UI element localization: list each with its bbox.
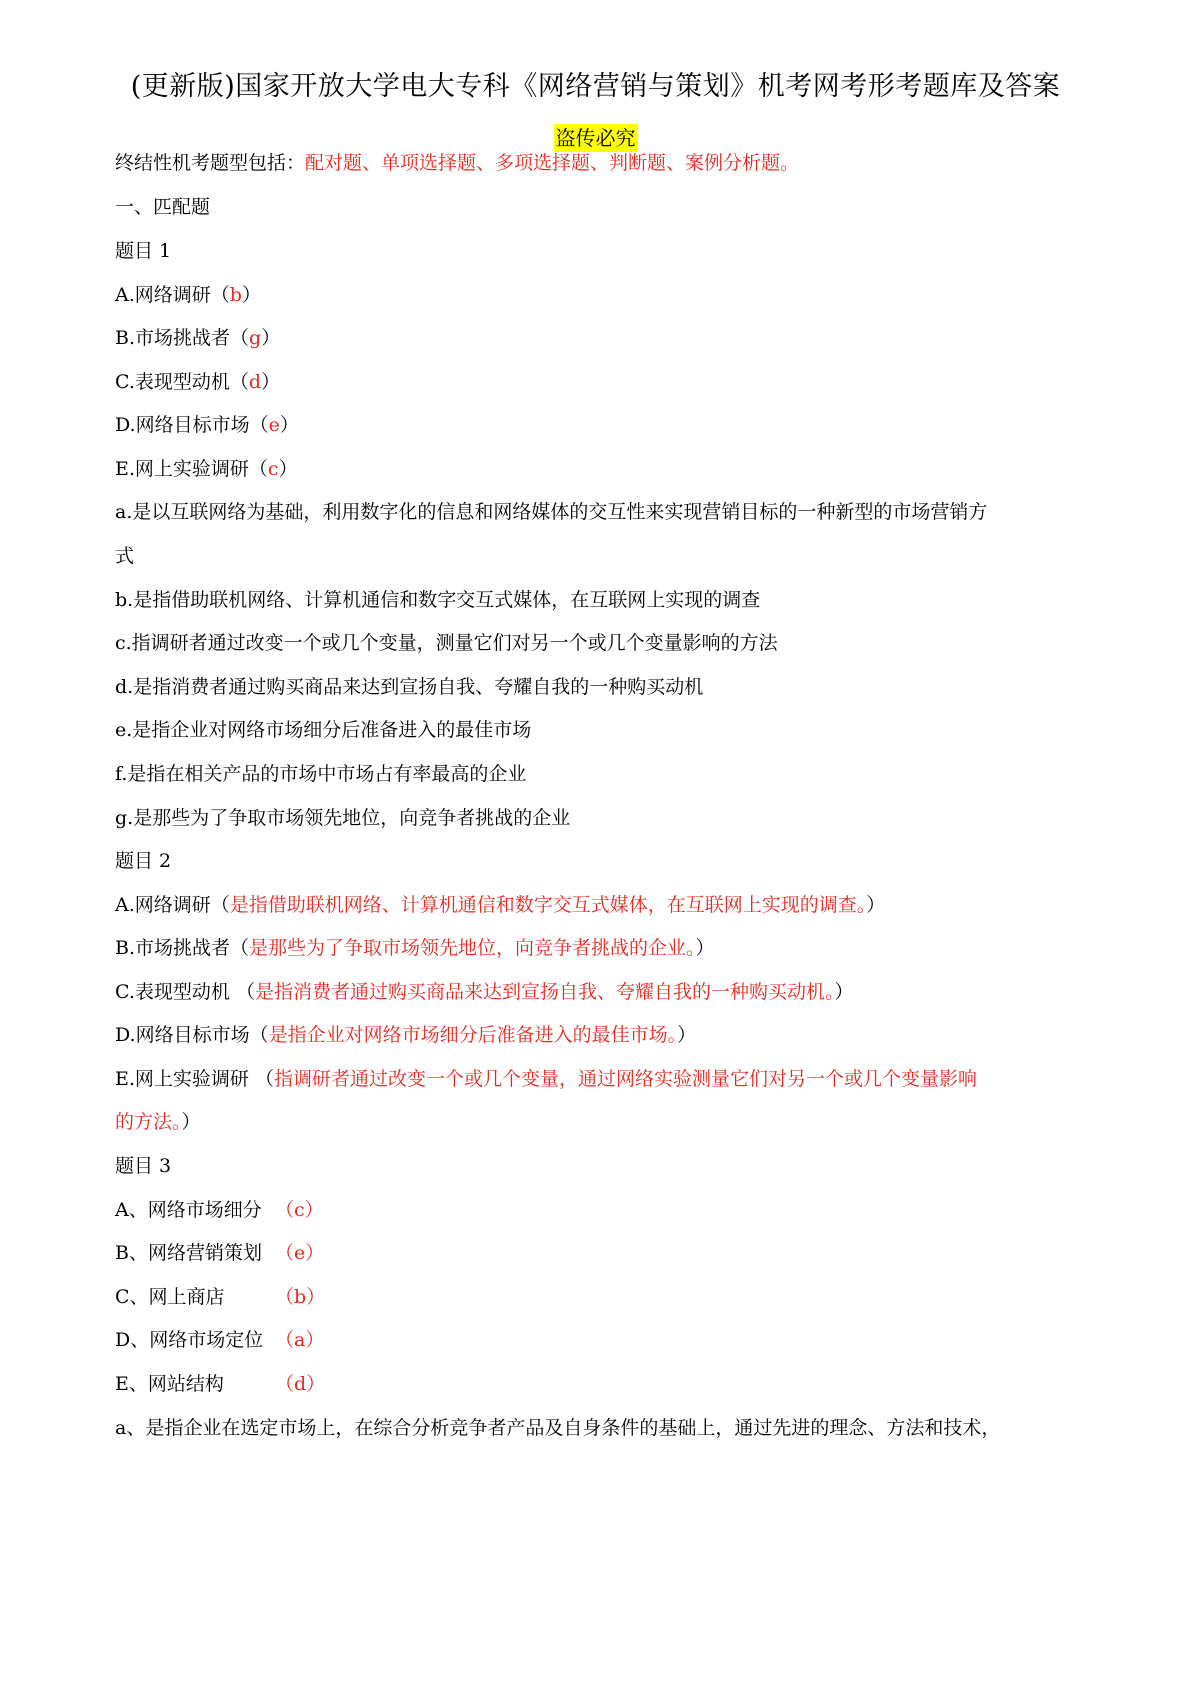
match-answer: g xyxy=(249,327,262,349)
section-heading: 一、匹配题 xyxy=(115,196,211,218)
option-text: f.是指在相关产品的市场中市场占有率最高的企业 xyxy=(115,763,527,785)
exam-types-intro: 终结性机考题型包括：配对题、单项选择题、多项选择题、判断题、案例分析题。 xyxy=(115,152,800,174)
match-item: B、网络营销策划 （e） xyxy=(115,1242,325,1264)
option-text: 式 xyxy=(115,545,135,567)
match-answer: d xyxy=(248,371,262,393)
match-item: A、网络市场细分 （c） xyxy=(115,1199,324,1221)
stamp-highlight: 盗传必究 xyxy=(555,126,636,150)
option-text: c.指调研者通过改变一个或几个变量，测量它们对另一个或几个变量影响的方法 xyxy=(115,632,778,654)
match-item: A.网络调研（是指借助联机网络、计算机通信和数字交互式媒体，在互联网上实现的调查。） xyxy=(115,894,886,916)
option-text: a.是以互联网络为基础，利用数字化的信息和网络媒体的交互性来实现营销目标的一种新型的市场营销方 xyxy=(115,501,988,523)
match-answer: 指调研者通过改变一个或几个变量，通过网络实验测量它们对另一个或几个变量影响 xyxy=(273,1068,977,1090)
match-item: C.表现型动机 （是指消费者通过购买商品来达到宣扬自我、夸耀自我的一种购买动机。） xyxy=(115,981,854,1003)
option-text: a、是指企业在选定市场上，在综合分析竞争者产品及自身条件的基础上，通过先进的理念、方法和技术， xyxy=(115,1417,1001,1439)
match-item: E.网上实验调研（c） xyxy=(115,458,298,480)
match-answer: 是指企业对网络市场细分后准备进入的最佳市场。 xyxy=(268,1024,678,1046)
match-answer: c xyxy=(267,458,279,480)
match-answer: （d） xyxy=(275,1373,326,1395)
match-answer: 是那些为了争取市场领先地位，向竞争者挑战的企业。 xyxy=(249,937,696,959)
option-text: b.是指借助联机网络、计算机通信和数字交互式媒体，在互联网上实现的调查 xyxy=(115,589,761,611)
match-item: C.表现型动机（d） xyxy=(115,371,281,393)
match-item: E、网站结构 （d） xyxy=(115,1373,326,1395)
match-answer: （a） xyxy=(275,1329,325,1351)
option-text: e.是指企业对网络市场细分后准备进入的最佳市场 xyxy=(115,719,532,741)
match-item: D.网络目标市场（是指企业对网络市场细分后准备进入的最佳市场。） xyxy=(115,1024,697,1046)
question-heading: 题目 2 xyxy=(115,850,172,872)
exam-types-list: 配对题、单项选择题、多项选择题、判断题、案例分析题。 xyxy=(305,152,800,174)
option-text: g.是那些为了争取市场领先地位，向竞争者挑战的企业 xyxy=(115,807,571,829)
match-answer: （b） xyxy=(275,1286,326,1308)
question-heading: 题目 1 xyxy=(115,240,172,262)
match-answer: 是指消费者通过购买商品来达到宣扬自我、夸耀自我的一种购买动机。 xyxy=(254,981,835,1003)
match-item: E.网上实验调研 （指调研者通过改变一个或几个变量，通过网络实验测量它们对另一个或几个变量影响 xyxy=(115,1068,977,1090)
match-answer: 是指借助联机网络、计算机通信和数字交互式媒体，在互联网上实现的调查。 xyxy=(229,894,867,916)
match-answer: （e） xyxy=(275,1242,325,1264)
match-item: B.市场挑战者（g） xyxy=(115,327,281,349)
match-item: A.网络调研（b） xyxy=(115,284,261,306)
match-item: D.网络目标市场（e） xyxy=(115,414,299,436)
match-item-continuation: 的方法。） xyxy=(115,1111,201,1133)
match-item: B.市场挑战者（是那些为了争取市场领先地位，向竞争者挑战的企业。） xyxy=(115,937,715,959)
match-answer: b xyxy=(229,284,242,306)
copyright-stamp xyxy=(0,122,1191,151)
match-answer: （c） xyxy=(275,1199,324,1221)
match-item: C、网上商店 （b） xyxy=(115,1286,326,1308)
document-title: (更新版)国家开放大学电大专科《网络营销与策划》机考网考形考题库及答案 xyxy=(130,71,1061,102)
question-heading: 题目 3 xyxy=(115,1155,172,1177)
match-answer: e xyxy=(268,414,280,436)
option-text: d.是指消费者通过购买商品来达到宣扬自我、夸耀自我的一种购买动机 xyxy=(115,676,704,698)
match-item: D、网络市场定位 （a） xyxy=(115,1329,325,1351)
